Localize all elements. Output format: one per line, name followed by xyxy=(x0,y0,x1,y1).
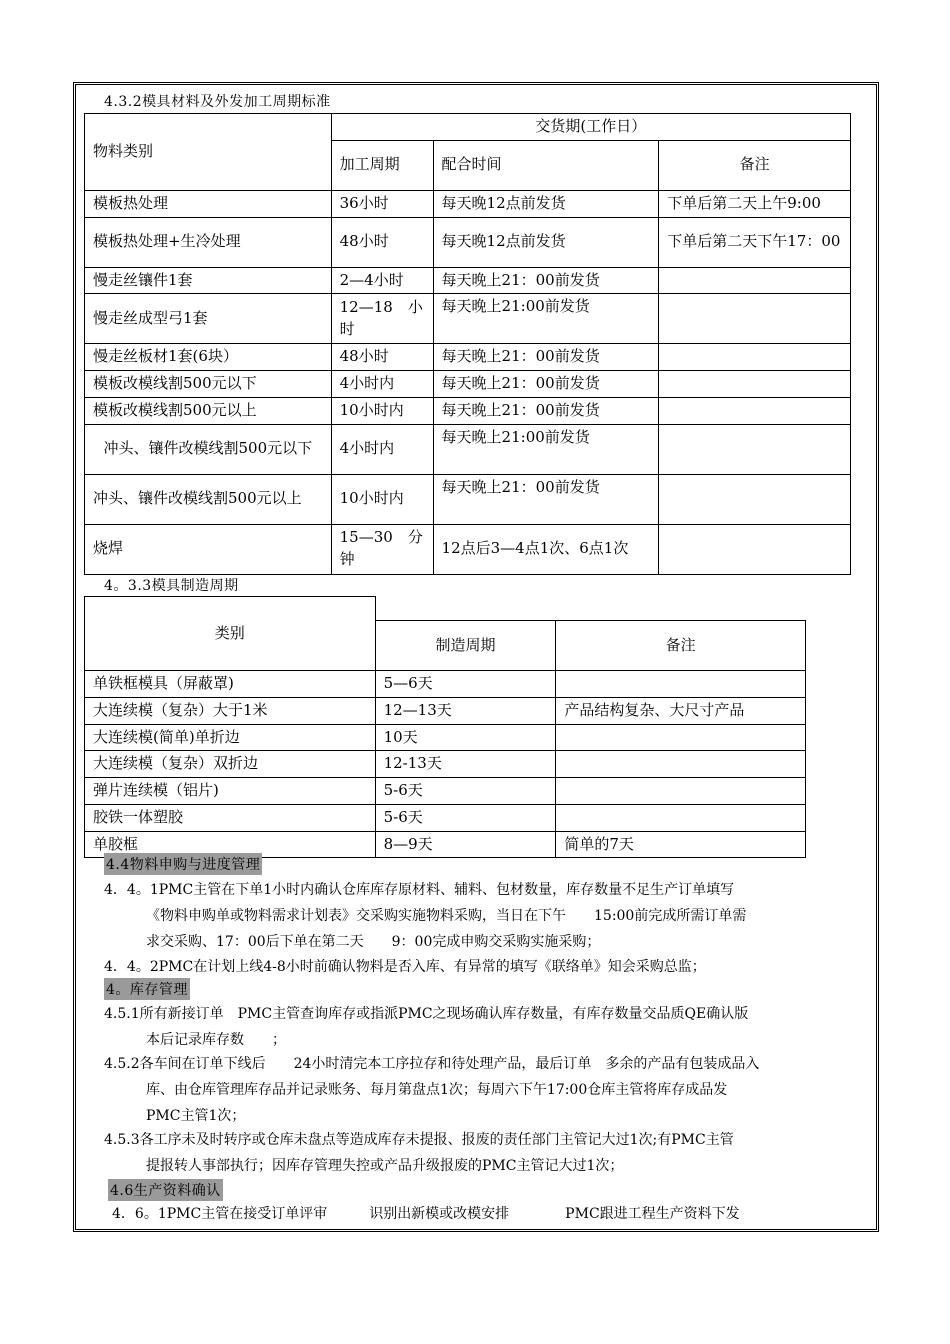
cell-cycle: 10小时内 xyxy=(331,474,433,524)
section-44-title: 4.4物料申购与进度管理 xyxy=(104,853,262,875)
cell-category: 冲头、镶件改模线割500元以上 xyxy=(85,474,332,524)
table-row xyxy=(85,524,851,574)
cell-cycle: 48小时 xyxy=(331,217,433,267)
table-row xyxy=(85,424,851,474)
table-row xyxy=(85,474,851,524)
cell-remark xyxy=(556,751,806,778)
cell-category: 慢走丝板材1套(6块） xyxy=(85,344,332,371)
section-433-title: 4。3.3模具制造周期 xyxy=(104,578,239,594)
table-row xyxy=(85,697,806,724)
cell-category: 大连续模(简单)单折边 xyxy=(85,724,376,751)
cell-match: 每天晚上21：00前发货 xyxy=(433,344,659,371)
section-44-paragraph-2: 4．4。2PMC在计划上线4-8小时前确认物料是否入库、有异常的填写《联络单》知会采购总监； xyxy=(104,959,706,975)
hdr-cycle: 加工周期 xyxy=(331,140,433,190)
text-line: 4．4。1PMC主管在下单1小时内确认仓库库存原材料、辅料、包材数量，库存数量不足生产订单填写 xyxy=(104,882,735,898)
cell-cycle: 36小时 xyxy=(331,190,433,217)
text-line: 4.5.2各车间在订单下线后 24小时清完本工序拉存和待处理产品，最后订单 多余的产品有包装成品入 xyxy=(104,1056,760,1072)
cell-remark: 下单后第二天上午9:00 xyxy=(659,190,851,217)
cell-match: 每天晚12点前发货 xyxy=(433,217,659,267)
section-45-paragraph-1 xyxy=(104,1001,866,1053)
cell-category: 弹片连续模（铝片) xyxy=(85,778,376,805)
text-line: 求交采购、17：00后下单在第二天 9：00完成申购交采购实施采购； xyxy=(146,934,601,950)
cell-category: 模板热处理+生冷处理 xyxy=(85,217,332,267)
cell-remark: 简单的7天 xyxy=(556,831,806,858)
hdr-category: 物料类别 xyxy=(85,114,332,191)
cell-category: 模板改模线割500元以下 xyxy=(85,371,332,398)
text-line: 4.5.1所有新接订单 PMC主管查询库存或指派PMC之现场确认库存数量，有库存数量交品质QE确认版 xyxy=(104,1006,749,1022)
cell-remark xyxy=(659,294,851,344)
cell-remark: 下单后第二天下午17：00 xyxy=(659,217,851,267)
text-line: 4.5.3各工序未及时转序或仓库未盘点等造成库存未提报、报废的责任部门主管记大过1次;有PMC主管 xyxy=(104,1132,734,1148)
cell-match: 12点后3—4点1次、6点1次 xyxy=(433,524,659,574)
cell-category: 烧焊 xyxy=(85,524,332,574)
text-line: 提报转人事部执行；因库存管理失控或产品升级报废的PMC主管记大过1次； xyxy=(146,1158,624,1174)
text-line: 《物料申购单或物料需求计划表》交采购实施物料采购，当日在下午 15:00前完成所需订单需 xyxy=(146,908,747,924)
hdr-remark: 备注 xyxy=(659,140,851,190)
cell-category: 冲头、镶件改模线割500元以下 xyxy=(85,424,332,474)
section-45-title: 4。库存管理 xyxy=(104,978,190,1000)
material-cycle-table xyxy=(84,113,851,575)
text-line: 库、由仓库管理库存品并记录账务、每月第盘点1次；每周六下午17:00仓库主管将库存成品发 xyxy=(146,1082,728,1098)
hdr-category: 类别 xyxy=(85,597,376,671)
cell-remark xyxy=(659,424,851,474)
cell-match: 每天晚上21:00前发货 xyxy=(433,294,659,344)
cell-remark xyxy=(556,724,806,751)
cell-category: 模板改模线割500元以上 xyxy=(85,397,332,424)
cell-cycle: 10小时内 xyxy=(331,397,433,424)
cell-match: 每天晚上21：00前发货 xyxy=(433,474,659,524)
table-row xyxy=(85,751,806,778)
cell-match: 每天晚12点前发货 xyxy=(433,190,659,217)
cell-match: 每天晚上21：00前发货 xyxy=(433,371,659,398)
cell-cycle: 4小时内 xyxy=(331,424,433,474)
table-row xyxy=(85,804,806,831)
cell-remark xyxy=(659,371,851,398)
hdr-remark: 备注 xyxy=(556,621,806,671)
cell-match: 每天晚上21：00前发货 xyxy=(433,397,659,424)
cell-remark xyxy=(659,344,851,371)
section-432-title: 4.3.2模具材料及外发加工周期标准 xyxy=(104,94,331,110)
cell-remark xyxy=(659,397,851,424)
cell-cycle: 8—9天 xyxy=(375,831,556,858)
text-line: 本后记录库存数 ； xyxy=(146,1032,286,1048)
cell-cycle: 5-6天 xyxy=(375,778,556,805)
cell-remark xyxy=(556,804,806,831)
table-row xyxy=(85,778,806,805)
cell-cycle: 48小时 xyxy=(331,344,433,371)
cell-remark xyxy=(556,778,806,805)
table-row xyxy=(85,267,851,294)
table-row xyxy=(85,190,851,217)
hdr-delivery: 交货期(工作日） xyxy=(331,114,850,141)
cell-remark xyxy=(556,671,806,698)
table-row xyxy=(85,294,851,344)
hdr-match: 配合时间 xyxy=(433,140,659,190)
table-row xyxy=(85,397,851,424)
section-46-title: 4.6生产资料确认 xyxy=(108,1179,223,1201)
table-row xyxy=(85,724,806,751)
cell-match: 每天晚上21:00前发货 xyxy=(433,424,659,474)
cell-cycle: 10天 xyxy=(375,724,556,751)
cell-remark: 产品结构复杂、大尺寸产品 xyxy=(556,697,806,724)
cell-cycle: 12—18 小时 xyxy=(331,294,433,344)
cell-remark xyxy=(659,524,851,574)
table-row xyxy=(85,217,851,267)
cell-category: 大连续模（复杂）大于1米 xyxy=(85,697,376,724)
cell-cycle: 12—13天 xyxy=(375,697,556,724)
hdr-cycle: 制造周期 xyxy=(375,621,556,671)
cell-category: 胶铁一体塑胶 xyxy=(85,804,376,831)
section-46-paragraph-1: 4．6。1PMC主管在接受订单评审 识别出新模或改模安排 PMC跟进工程生产资料下发 xyxy=(112,1206,740,1222)
cell-match: 每天晚上21：00前发货 xyxy=(433,267,659,294)
section-45-paragraph-3 xyxy=(104,1127,866,1179)
table-row xyxy=(85,344,851,371)
hdr-blank xyxy=(375,597,805,621)
text-line: PMC主管1次； xyxy=(146,1108,246,1124)
cell-cycle: 5—6天 xyxy=(375,671,556,698)
cell-category: 单铁框模具（屏蔽罩) xyxy=(85,671,376,698)
table-row xyxy=(85,671,806,698)
cell-category: 单胶框 xyxy=(85,831,376,858)
cell-cycle: 4小时内 xyxy=(331,371,433,398)
cell-cycle: 2—4小时 xyxy=(331,267,433,294)
cell-category: 慢走丝镶件1套 xyxy=(85,267,332,294)
table-row xyxy=(85,371,851,398)
cell-remark xyxy=(659,474,851,524)
mold-cycle-table xyxy=(84,596,806,858)
section-44-paragraph-1 xyxy=(104,877,866,955)
cell-cycle: 5-6天 xyxy=(375,804,556,831)
cell-remark xyxy=(659,267,851,294)
cell-category: 慢走丝成型弓1套 xyxy=(85,294,332,344)
cell-cycle: 12-13天 xyxy=(375,751,556,778)
cell-category: 模板热处理 xyxy=(85,190,332,217)
cell-cycle: 15—30 分钟 xyxy=(331,524,433,574)
section-45-paragraph-2 xyxy=(104,1051,866,1129)
cell-category: 大连续模（复杂）双折边 xyxy=(85,751,376,778)
